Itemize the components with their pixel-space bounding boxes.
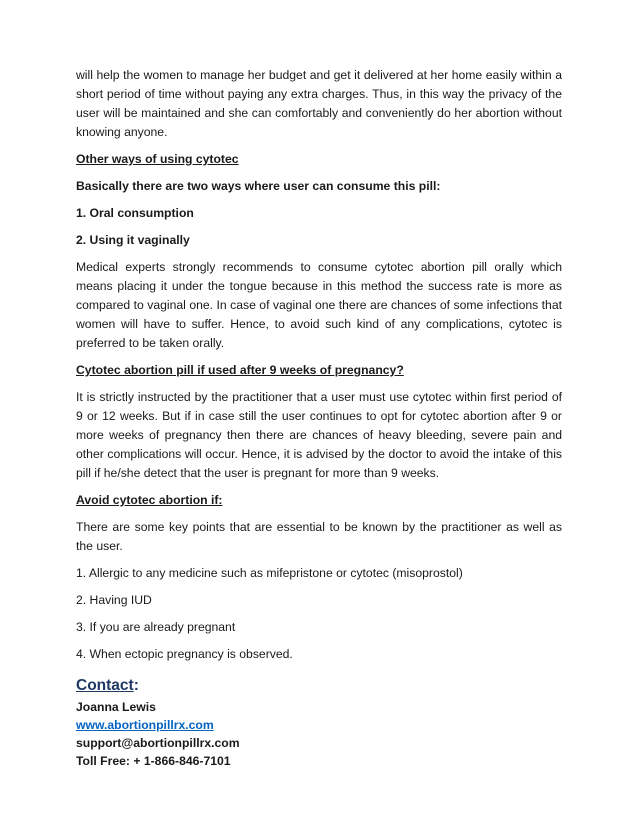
other-ways-intro: Basically there are two ways where user can consume this pill: (76, 179, 441, 193)
contact-email: support@abortionpillrx.com (76, 736, 240, 750)
avoid-item-iud: 2. Having IUD (76, 593, 152, 607)
heading-after-9-weeks: Cytotec abortion pill if used after 9 weeks of pregnancy? (76, 363, 404, 377)
heading-avoid: Avoid cytotec abortion if: (76, 493, 223, 507)
list-item-vaginal: 2. Using it vaginally (76, 233, 190, 247)
other-ways-body: Medical experts strongly recommends to consume cytotec abortion pill orally which means placing it under the tongue because in this method the success rate is more as compared to vaginal one. In case of vaginal one there are chances of some infections that women will have to suffer. Hence, to avoid such kind of any complications, cytotec is preferred to be taken orally. (76, 260, 562, 350)
contact-title-text: Contact (76, 677, 134, 694)
avoid-item-ectopic: 4. When ectopic pregnancy is observed. (76, 647, 293, 661)
avoid-item-pregnant: 3. If you are already pregnant (76, 620, 236, 634)
avoid-intro: There are some key points that are essential to be known by the practitioner as well as the user. (76, 520, 562, 553)
contact-name: Joanna Lewis (76, 700, 156, 714)
list-item-oral: 1. Oral consumption (76, 206, 194, 220)
contact-website-link[interactable]: www.abortionpillrx.com (76, 718, 214, 732)
avoid-item-allergic: 1. Allergic to any medicine such as mifepristone or cytotec (misoprostol) (76, 566, 463, 580)
after-9-weeks-body: It is strictly instructed by the practitioner that a user must use cytotec within first period of 9 or 12 weeks. But if in case still the user continues to opt for cytotec abortion after 9 or more weeks of pregnancy then there are chances of heavy bleeding, severe pain and other complications will occur. Hence, it is advised by the doctor to avoid the intake of this pill if he/she detect that the user is pregnant for more than 9 weeks. (76, 390, 562, 480)
contact-toll-free: Toll Free: + 1-866-846-7101 (76, 754, 231, 768)
contact-title-colon: : (133, 677, 139, 694)
contact-title (76, 676, 562, 696)
heading-other-ways: Other ways of using cytotec (76, 152, 239, 166)
document-page (76, 66, 562, 770)
intro-paragraph: will help the women to manage her budget and get it delivered at her home easily within a short period of time without paying any extra charges. Thus, in this way the privacy of the user will be maintained and she can comfortably and conveniently do her abortion without knowing anyone. (76, 68, 562, 139)
